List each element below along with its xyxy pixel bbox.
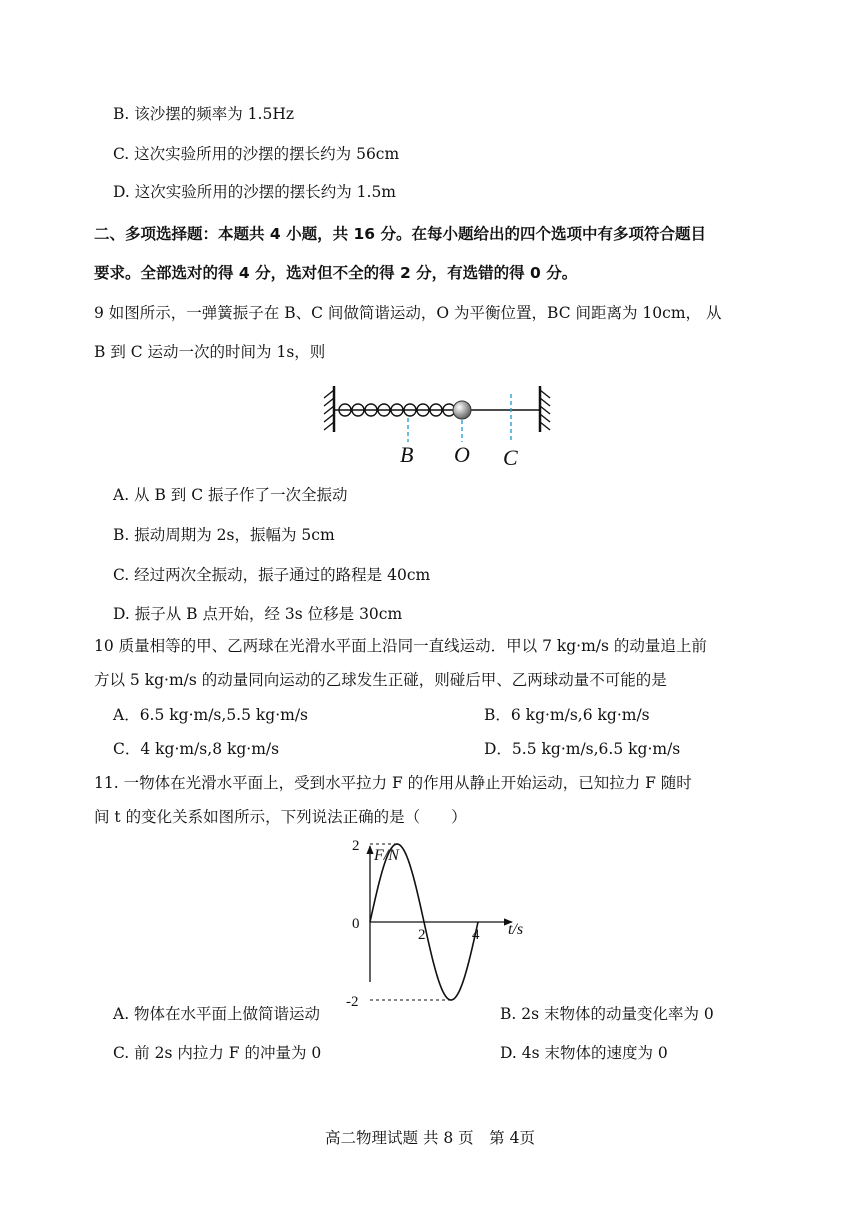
force-point: [396, 843, 397, 844]
label-c: C: [503, 445, 518, 470]
force-time-chart: [340, 838, 540, 1010]
y-axis-label: F/N: [374, 847, 399, 864]
q8-option-d: D. 这次实验所用的沙摆的摆长约为 1.5m: [113, 183, 397, 201]
oscillator-ball: [453, 401, 471, 419]
q8-option-b: B. 该沙摆的频率为 1.5Hz: [113, 105, 295, 123]
label-b: B: [400, 442, 414, 467]
force-point: [437, 977, 438, 978]
q10-option-a: A．6.5 kg·m/s,5.5 kg·m/s: [113, 706, 309, 724]
q8-option-c: C. 这次实验所用的沙摆的摆长约为 56cm: [113, 145, 400, 163]
q11-option-a: A. 物体在水平面上做简谐运动: [113, 1005, 321, 1023]
q10-stem-line2: 方以 5 kg·m/s 的动量同向运动的乙球发生正碰，则碰后甲、乙两球动量不可能的是: [94, 671, 667, 689]
q9-option-d: D. 振子从 B 点开始，经 3s 位移是 30cm: [113, 605, 403, 623]
y-tick-label: -2: [346, 994, 359, 1010]
force-point: [464, 977, 465, 978]
section2-heading-line2: 要求。全部选对的得 4 分，选对但不全的得 2 分，有选错的得 0 分。: [94, 264, 578, 282]
q9-stem-line2: B 到 C 运动一次的时间为 1s，则: [94, 343, 326, 361]
x-tick-label: 4: [472, 927, 480, 943]
q9-option-b: B. 振动周期为 2s，振幅为 5cm: [113, 526, 335, 544]
q9-option-c: C. 经过两次全振动，振子通过的路程是 40cm: [113, 566, 431, 584]
label-o: O: [454, 442, 470, 467]
y-tick-label: 0: [352, 916, 360, 932]
force-point: [383, 866, 384, 867]
q9-option-a: A. 从 B 到 C 振子作了一次全振动: [113, 486, 348, 504]
section2-heading-line1: 二、多项选择题：本题共 4 小题，共 16 分。在每小题给出的四个选项中有多项符合题目: [94, 225, 706, 243]
right-wall: [540, 386, 550, 432]
spring-oscillator-figure: [318, 382, 560, 472]
y-tick-label: 2: [352, 838, 360, 854]
q10-option-d: D．5.5 kg·m/s,6.5 kg·m/s: [484, 740, 681, 758]
q11-option-d: D. 4s 末物体的速度为 0: [500, 1044, 668, 1062]
page-footer: 高二物理试题 共 8 页 第 4页: [325, 1129, 535, 1147]
force-point: [477, 921, 478, 922]
left-wall: [324, 386, 334, 432]
q10-option-b: B．6 kg·m/s,6 kg·m/s: [484, 706, 650, 724]
q11-option-c: C. 前 2s 内拉力 F 的冲量为 0: [113, 1044, 322, 1062]
force-point: [410, 866, 411, 867]
q11-option-b: B. 2s 末物体的动量变化率为 0: [500, 1005, 714, 1023]
q10-option-c: C．4 kg·m/s,8 kg·m/s: [113, 740, 280, 758]
force-point: [450, 999, 451, 1000]
q9-stem-line1: 9 如图所示，一弹簧振子在 B、C 间做简谐运动，O 为平衡位置，BC 间距离为 10cm， 从: [94, 304, 722, 322]
q10-stem-line1: 10 质量相等的甲、乙两球在光滑水平面上沿同一直线运动．甲以 7 kg·m/s 的动量追上前: [94, 637, 707, 655]
q11-stem-line1: 11. 一物体在光滑水平面上，受到水平拉力 F 的作用从静止开始运动，已知拉力 F 随时: [94, 774, 692, 792]
force-point: [423, 921, 424, 922]
x-axis-label: t/s: [508, 921, 524, 938]
q11-stem-line2: 间 t 的变化关系如图所示，下列说法正确的是（ ）: [94, 808, 467, 826]
force-point: [369, 921, 370, 922]
x-tick-label: 2: [418, 927, 426, 943]
